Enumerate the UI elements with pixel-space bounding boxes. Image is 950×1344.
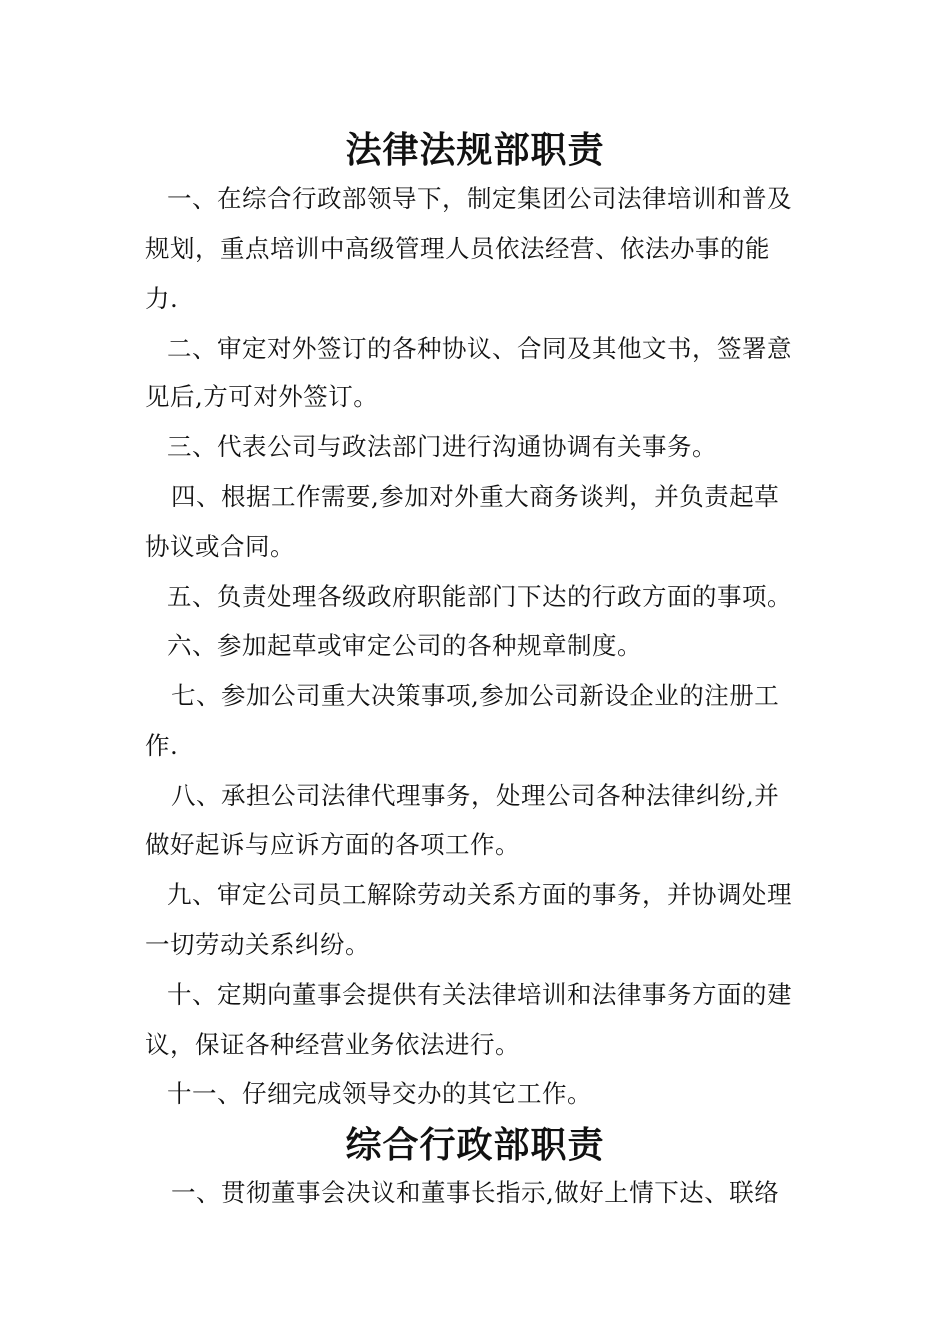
paragraph-line: 八、承担公司法律代理事务，处理公司各种法律纠纷,并	[171, 781, 780, 810]
paragraph-line: 协议或合同。	[145, 532, 295, 561]
paragraph-line: 议，保证各种经营业务依法进行。	[145, 1030, 520, 1059]
paragraph-line: 二、审定对外签订的各种协议、合同及其他文书，签署意	[167, 334, 792, 363]
paragraph-line: 做好起诉与应诉方面的各项工作。	[145, 830, 520, 859]
paragraph-line: 十一、仔细完成领导交办的其它工作。	[167, 1079, 592, 1108]
paragraph-line: 规划，重点培训中高级管理人员依法经营、依法办事的能	[145, 234, 770, 263]
section-title-admin: 综合行政部职责	[345, 1124, 605, 1166]
paragraph-line: 三、代表公司与政法部门进行沟通协调有关事务。	[167, 432, 717, 461]
paragraph-line: 一、贯彻董事会决议和董事长指示,做好上情下达、联络	[171, 1178, 780, 1207]
paragraph-line: 六、参加起草或审定公司的各种规章制度。	[167, 631, 642, 660]
section-title-legal: 法律法规部职责	[345, 129, 605, 171]
paragraph-line: 五、负责处理各级政府职能部门下达的行政方面的事项。	[167, 582, 792, 611]
paragraph-line: 四、根据工作需要,参加对外重大商务谈判，并负责起草	[171, 482, 780, 511]
paragraph-line: 力.	[145, 284, 179, 313]
paragraph-line: 九、审定公司员工解除劳动关系方面的事务，并协调处理	[167, 880, 792, 909]
paragraph-line: 一、在综合行政部领导下，制定集团公司法律培训和普及	[167, 184, 792, 213]
paragraph-line: 一切劳动关系纠纷。	[145, 930, 370, 959]
paragraph-line: 见后,方可对外签订。	[145, 382, 379, 411]
paragraph-line: 作.	[145, 731, 179, 760]
paragraph-line: 七、参加公司重大决策事项,参加公司新设企业的注册工	[171, 681, 780, 710]
paragraph-line: 十、定期向董事会提供有关法律培训和法律事务方面的建	[167, 980, 792, 1009]
